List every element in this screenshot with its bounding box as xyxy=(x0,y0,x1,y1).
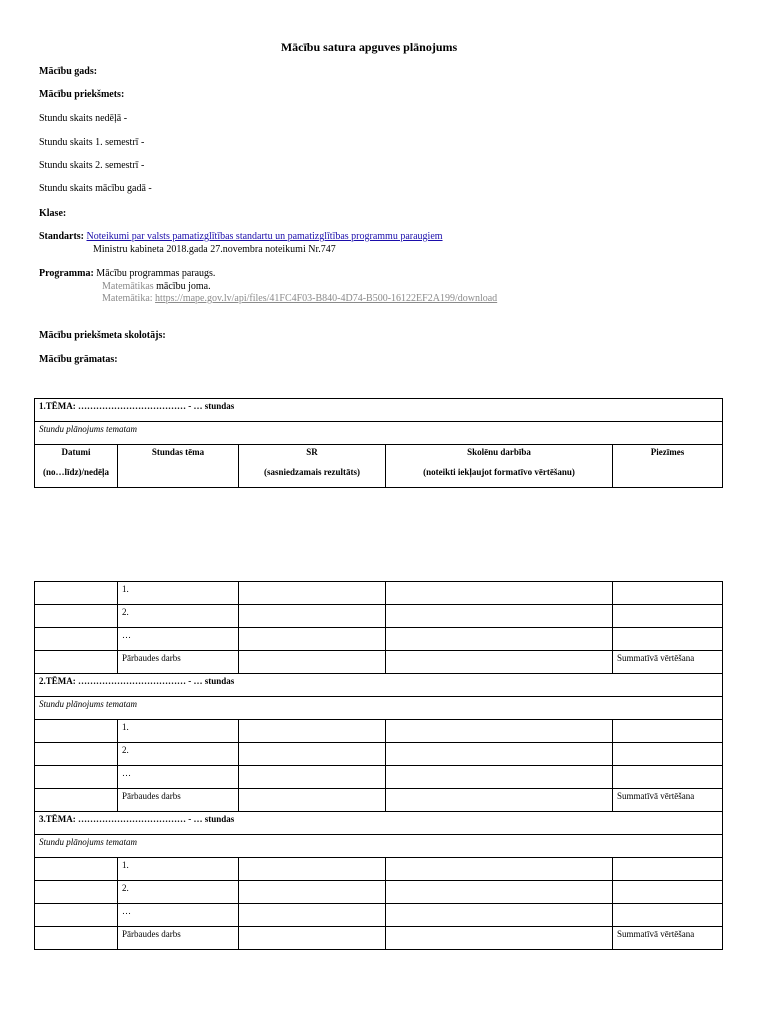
table-cell[interactable] xyxy=(239,651,386,674)
lesson-number-cell[interactable]: 1. xyxy=(118,582,239,605)
table-cell[interactable] xyxy=(613,628,723,651)
topic1-heading: 1.TĒMA: ……………………………… - … stundas xyxy=(35,399,723,422)
table-cell[interactable] xyxy=(613,605,723,628)
lesson-number-cell[interactable]: 2. xyxy=(118,605,239,628)
topic3-heading: 3.TĒMA: ……………………………… - … stundas xyxy=(35,812,723,835)
col-dates-subtitle: (no…līdz)/nedēļa xyxy=(42,467,109,477)
standards-label: Standarts: xyxy=(39,231,85,242)
test-label-cell[interactable]: Pārbaudes darbs xyxy=(118,789,239,812)
col-dates-header xyxy=(35,445,118,488)
programme-line xyxy=(39,267,215,280)
table-cell[interactable] xyxy=(239,720,386,743)
test-label-cell[interactable]: Pārbaudes darbs xyxy=(118,651,239,674)
col-activity-title: Skolēnu darbība xyxy=(467,447,531,457)
table-cell[interactable] xyxy=(239,605,386,628)
assessment-note-cell[interactable]: Summatīvā vērtēšana xyxy=(613,927,723,950)
topic1-plan-label: Stundu plānojums tematam xyxy=(35,422,723,445)
lesson-number-cell[interactable]: 1. xyxy=(118,720,239,743)
table-row xyxy=(35,904,723,927)
programme-domain-grey: Matemātikas xyxy=(102,281,154,292)
col-notes-title: Piezīmes xyxy=(650,447,685,457)
textbooks-label: Mācību grāmatas: xyxy=(39,354,118,365)
table-cell[interactable] xyxy=(613,743,723,766)
programme-value: Mācību programmas paraugs. xyxy=(96,268,216,279)
table-cell[interactable] xyxy=(35,743,118,766)
hours-semester-1: Stundu skaits 1. semestrī - xyxy=(39,137,145,148)
table-row xyxy=(35,582,723,605)
hours-per-year: Stundu skaits mācību gadā - xyxy=(39,183,152,194)
topic3-plan-label: Stundu plānojums tematam xyxy=(35,835,723,858)
programme-url-link[interactable]: https://mape.gov.lv/api/files/41FC4F03-B840-4D74-B500-16122EF2A199/download xyxy=(155,293,498,304)
table-row xyxy=(35,720,723,743)
table-cell[interactable] xyxy=(239,743,386,766)
table-cell[interactable] xyxy=(35,766,118,789)
test-label-cell[interactable]: Pārbaudes darbs xyxy=(118,927,239,950)
lesson-number-cell[interactable]: 1. xyxy=(118,858,239,881)
col-dates-title: Datumi xyxy=(61,447,91,457)
programme-domain-text: mācību joma. xyxy=(156,281,211,292)
lesson-number-cell[interactable]: … xyxy=(118,766,239,789)
page-title: Mācību satura apguves plānojums xyxy=(280,40,458,54)
table-cell[interactable] xyxy=(35,927,118,950)
table-cell[interactable] xyxy=(613,904,723,927)
table-cell[interactable] xyxy=(386,789,613,812)
col-lesson-topic-header xyxy=(118,445,239,488)
table-row xyxy=(35,743,723,766)
table-cell[interactable] xyxy=(239,766,386,789)
col-lesson-topic-title: Stundas tēma xyxy=(151,447,205,457)
lesson-number-cell[interactable]: … xyxy=(118,628,239,651)
col-sr-subtitle: (sasniedzamais rezultāts) xyxy=(263,467,361,477)
table-cell[interactable] xyxy=(35,605,118,628)
programme-url-line xyxy=(102,292,497,305)
table-cell[interactable] xyxy=(35,720,118,743)
assessment-note-cell[interactable]: Summatīvā vērtēšana xyxy=(613,789,723,812)
table-cell[interactable] xyxy=(35,881,118,904)
table-row xyxy=(35,789,723,812)
table-cell[interactable] xyxy=(386,766,613,789)
lesson-number-cell[interactable]: … xyxy=(118,904,239,927)
table-row xyxy=(35,927,723,950)
table-cell[interactable] xyxy=(386,582,613,605)
table-cell[interactable] xyxy=(613,858,723,881)
teacher-label: Mācību priekšmeta skolotājs: xyxy=(39,330,166,341)
programme-label: Programma: xyxy=(39,268,94,279)
table-cell[interactable] xyxy=(239,628,386,651)
col-sr-header xyxy=(239,445,386,488)
table-cell[interactable] xyxy=(239,789,386,812)
table-row xyxy=(35,628,723,651)
table-cell[interactable] xyxy=(35,789,118,812)
table-cell[interactable] xyxy=(386,605,613,628)
table-row xyxy=(35,881,723,904)
standards-link[interactable]: Noteikumi par valsts pamatizglītības standartu un pamatizglītības programmu paraugiem xyxy=(86,231,443,242)
topic2-heading: 2.TĒMA: ……………………………… - … stundas xyxy=(35,674,723,697)
table-cell[interactable] xyxy=(613,766,723,789)
table-cell[interactable] xyxy=(35,904,118,927)
table-cell[interactable] xyxy=(386,927,613,950)
table-cell[interactable] xyxy=(239,858,386,881)
table-row xyxy=(35,766,723,789)
lesson-number-cell[interactable]: 2. xyxy=(118,743,239,766)
table-cell[interactable] xyxy=(239,904,386,927)
class-label: Klase: xyxy=(39,208,67,219)
table-row xyxy=(35,605,723,628)
table-cell[interactable] xyxy=(239,582,386,605)
table-cell[interactable] xyxy=(386,720,613,743)
col-activity-subtitle: (noteikti iekļaujot formatīvo vērtēšanu) xyxy=(423,467,575,477)
table-row xyxy=(35,651,723,674)
table-cell[interactable] xyxy=(613,881,723,904)
subject-label: Mācību priekšmets: xyxy=(39,89,125,100)
table-cell[interactable] xyxy=(386,858,613,881)
standards-line xyxy=(39,230,443,243)
col-notes-header xyxy=(613,445,723,488)
table-row xyxy=(35,858,723,881)
table-cell[interactable] xyxy=(35,628,118,651)
table-cell[interactable] xyxy=(386,743,613,766)
table-cell[interactable] xyxy=(386,628,613,651)
table-cell[interactable] xyxy=(386,881,613,904)
school-year-label: Mācību gads: xyxy=(39,66,98,77)
table-cell[interactable] xyxy=(386,651,613,674)
hours-per-week: Stundu skaits nedēļā - xyxy=(39,113,128,124)
col-activity-header xyxy=(386,445,613,488)
lesson-number-cell[interactable]: 2. xyxy=(118,881,239,904)
standards-note: Ministru kabineta 2018.gada 27.novembra noteikumi Nr.747 xyxy=(93,244,336,255)
table-cell[interactable] xyxy=(35,651,118,674)
col-sr-title: SR xyxy=(306,447,318,457)
topic2-plan-label: Stundu plānojums tematam xyxy=(35,697,723,720)
table-cell[interactable] xyxy=(613,582,723,605)
table-cell[interactable] xyxy=(35,582,118,605)
table-cell[interactable] xyxy=(35,858,118,881)
topic1-header-table xyxy=(34,398,723,488)
table-cell[interactable] xyxy=(239,927,386,950)
table-cell[interactable] xyxy=(613,720,723,743)
table-cell[interactable] xyxy=(239,881,386,904)
hours-semester-2: Stundu skaits 2. semestrī - xyxy=(39,160,145,171)
table-cell[interactable] xyxy=(386,904,613,927)
plan-body-table xyxy=(34,581,723,950)
programme-url-label: Matemātika: xyxy=(102,293,153,304)
assessment-note-cell[interactable]: Summatīvā vērtēšana xyxy=(613,651,723,674)
